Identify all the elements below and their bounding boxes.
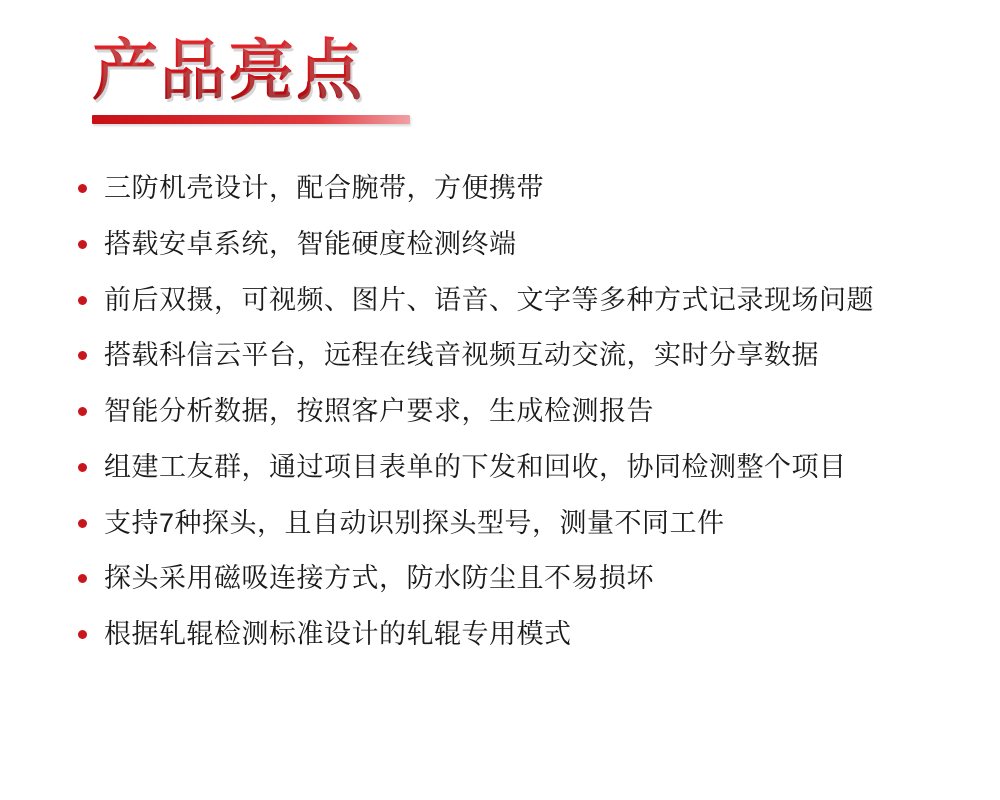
list-item <box>78 451 960 485</box>
bullet-dot-icon <box>78 574 87 583</box>
page-title: 产品亮点 <box>92 33 364 107</box>
list-item <box>78 507 960 541</box>
bullet-dot-icon <box>78 463 87 472</box>
bullet-dot-icon <box>78 240 87 249</box>
list-item-label: 前后双摄，可视频、图片、语音、文字等多种方式记录现场问题 <box>104 284 874 315</box>
bullet-dot-icon <box>78 407 87 416</box>
bullet-dot-icon <box>78 184 87 193</box>
list-item-label: 三防机壳设计，配合腕带，方便携带 <box>104 173 544 203</box>
list-item-label: 根据轧辊检测标准设计的轧辊专用模式 <box>104 619 572 649</box>
list-item <box>78 339 960 373</box>
list-item <box>78 172 960 206</box>
list-item <box>78 395 960 429</box>
list-item-label: 组建工友群，通过项目表单的下发和回收，协同检测整个项目 <box>104 451 847 482</box>
list-item <box>78 562 960 596</box>
list-item-label: 智能分析数据，按照客户要求，生成检测报告 <box>104 396 654 426</box>
list-item <box>78 284 960 318</box>
bullet-dot-icon <box>78 351 87 360</box>
bullet-dot-icon <box>78 630 87 639</box>
list-item-label: 支持7种探头，且自动识别探头型号，测量不同工件 <box>104 507 725 538</box>
list-item-label: 搭载科信云平台，远程在线音视频互动交流，实时分享数据 <box>104 340 819 371</box>
bullet-dot-icon <box>78 519 87 528</box>
list-item <box>78 618 960 652</box>
list-item-label: 搭载安卓系统，智能硬度检测终端 <box>104 228 517 259</box>
bullet-dot-icon <box>78 296 87 305</box>
list-item <box>78 228 960 262</box>
highlights-list <box>78 172 960 674</box>
title-underline-rule <box>92 115 410 124</box>
list-item-label: 探头采用磁吸连接方式，防水防尘且不易损坏 <box>104 563 654 594</box>
title-block <box>92 33 512 124</box>
